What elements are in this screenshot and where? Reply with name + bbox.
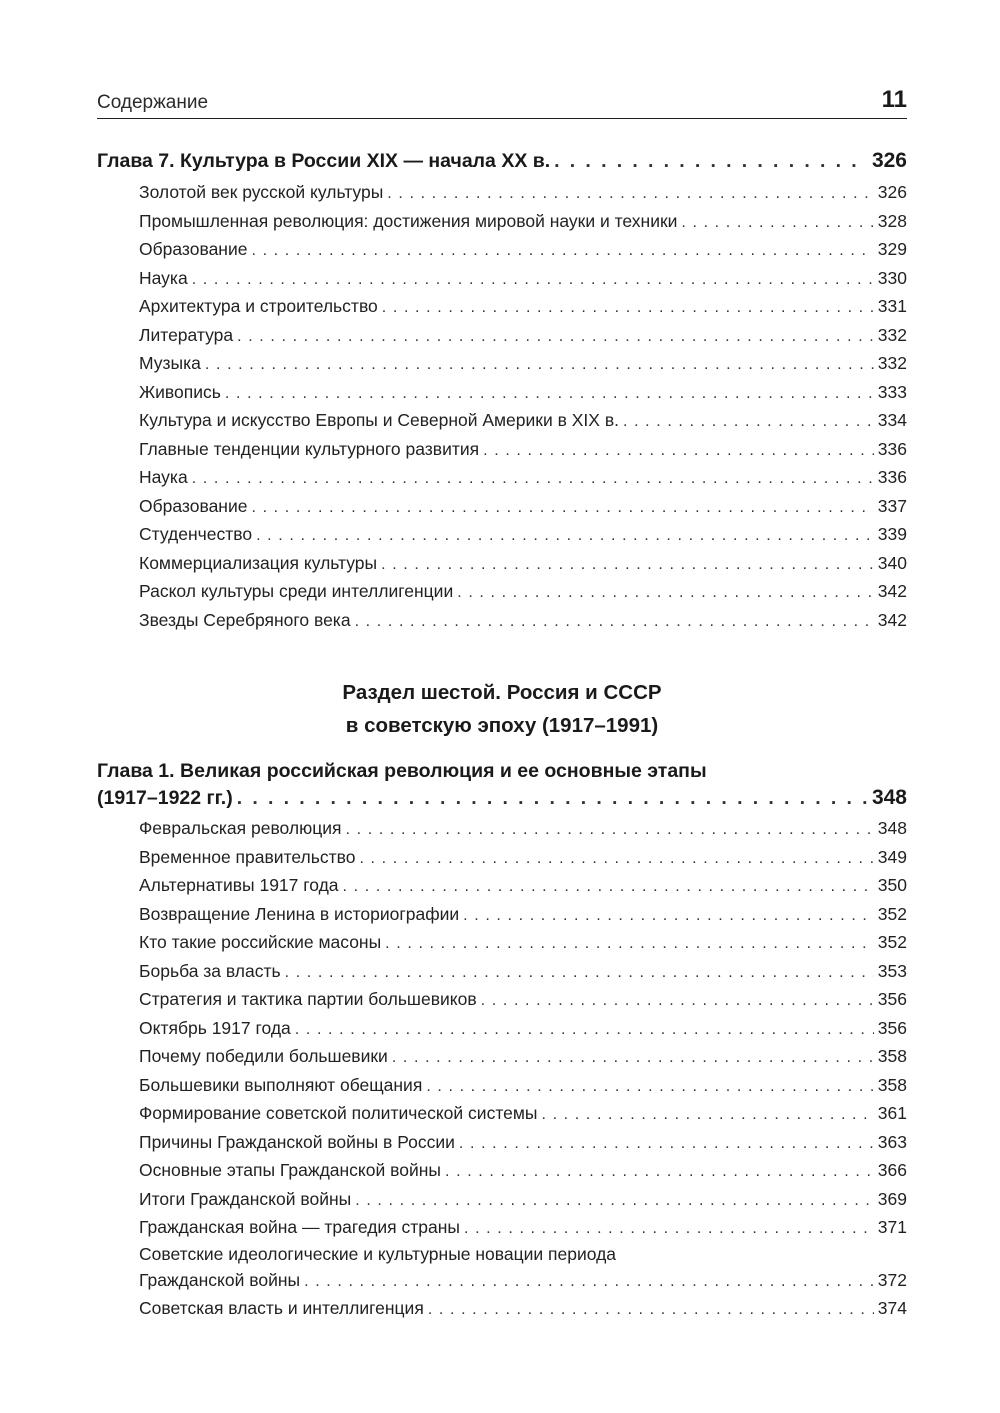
entry-page: 356: [877, 989, 907, 1009]
entry-title: Причины Гражданской войны в России: [139, 1131, 455, 1152]
entry-title: Промышленная революция: достижения мировой науки и техники: [139, 210, 678, 231]
entry-title: Временное правительство: [139, 846, 356, 867]
entry-page: 332: [877, 353, 907, 373]
dot-leader: [343, 873, 874, 902]
entry-title: Образование: [139, 495, 248, 516]
entry-title: Звезды Серебряного века: [139, 609, 351, 630]
dot-leader: [463, 902, 874, 931]
dot-leader: [381, 551, 874, 580]
dot-leader: [285, 959, 874, 988]
entry-page: 353: [877, 960, 907, 981]
entry-page: 328: [877, 210, 907, 231]
toc-entry[interactable]: [97, 178, 907, 207]
toc-entry[interactable]: [97, 1156, 907, 1185]
entry-page: 337: [877, 495, 907, 516]
entry-title: Кто такие российские масоны: [139, 932, 382, 952]
dot-leader: [426, 1073, 873, 1102]
entry-title: Основные этапы Гражданской войны: [139, 1160, 442, 1180]
entry-title: Золотой век русской культуры: [139, 182, 384, 202]
toc-entry[interactable]: [97, 577, 907, 606]
dot-leader: [355, 608, 874, 637]
dot-leader: [304, 1268, 874, 1296]
dot-leader: [542, 1101, 874, 1130]
toc-entry[interactable]: [97, 549, 907, 578]
dot-leader: [256, 522, 874, 551]
section-title-line1: Раздел шестой. Россия и СССР: [342, 681, 662, 704]
entry-page: 352: [877, 932, 907, 952]
entry-page: 331: [877, 296, 907, 316]
entry-page: 329: [877, 239, 907, 259]
chapter-title-line2: (1917–1922 гг.): [97, 787, 233, 809]
toc-entry[interactable]: [97, 1071, 907, 1100]
entry-page: 336: [877, 467, 907, 487]
entry-page: 340: [877, 552, 907, 573]
toc-entry[interactable]: [97, 378, 907, 407]
toc-entry[interactable]: [97, 1213, 907, 1242]
entry-title: Стратегия и тактика партии большевиков: [139, 989, 477, 1009]
dot-leader: [387, 180, 874, 209]
toc-entry[interactable]: [97, 321, 907, 350]
entry-page: 369: [877, 1188, 907, 1209]
dot-leader: [681, 209, 873, 238]
section-title-line2: в советскую эпоху (1917–1991): [345, 714, 659, 737]
dot-leader: [392, 1044, 874, 1073]
entry-page: 330: [877, 267, 907, 288]
toc-entry[interactable]: [97, 349, 907, 378]
entry-title: Февральская революция: [139, 818, 342, 838]
entry-page: 333: [877, 381, 907, 402]
entry-page: 356: [877, 1017, 907, 1038]
entry-title: Большевики выполняют обещания: [139, 1074, 423, 1095]
entry-page: 349: [877, 846, 907, 867]
dot-leader: [355, 1187, 874, 1216]
header-rule: [97, 118, 907, 119]
toc-entry[interactable]: [97, 871, 907, 900]
toc-entry[interactable]: [97, 1128, 907, 1157]
dot-leader: [237, 784, 868, 812]
toc-entry[interactable]: [97, 957, 907, 986]
chapter-heading[interactable]: [97, 758, 907, 812]
chapter-page: 348: [871, 786, 907, 809]
entry-title-line2: Гражданской войны: [139, 1269, 301, 1290]
dot-leader: [445, 1158, 874, 1187]
entry-title: Студенчество: [139, 524, 253, 544]
toc-entry[interactable]: [97, 1242, 907, 1294]
dot-leader: [295, 1016, 874, 1045]
dot-leader: [385, 930, 874, 959]
dot-leader: [205, 351, 874, 380]
toc-entry[interactable]: [97, 1042, 907, 1071]
entry-page: 358: [877, 1074, 907, 1095]
toc-entry[interactable]: [97, 292, 907, 321]
toc-entry[interactable]: [97, 463, 907, 492]
dot-leader: [483, 437, 874, 466]
toc-entry[interactable]: [97, 985, 907, 1014]
dot-leader: [237, 323, 874, 352]
entry-title: Главные тенденции культурного развития: [139, 438, 480, 459]
toc-entry[interactable]: [97, 520, 907, 549]
dot-leader: [192, 266, 874, 295]
entry-title: Раскол культуры среди интеллигенции: [139, 581, 454, 601]
entry-title: Наука: [139, 267, 188, 288]
entry-page: 339: [877, 524, 907, 544]
dot-leader: [554, 146, 868, 176]
entry-title: Живопись: [139, 381, 221, 402]
dot-leader: [192, 465, 874, 494]
entry-title: Возвращение Ленина в историографии: [139, 903, 460, 924]
entry-title: Альтернативы 1917 года: [139, 875, 339, 895]
entry-title: Октябрь 1917 года: [139, 1017, 291, 1038]
entry-page: 352: [877, 903, 907, 924]
entry-title: Музыка: [139, 353, 201, 373]
toc-entry[interactable]: [97, 435, 907, 464]
dot-leader: [346, 816, 874, 845]
entry-page: 374: [877, 1297, 907, 1318]
entry-title: Гражданская война — трагедия страны: [139, 1217, 460, 1237]
toc-entry[interactable]: [97, 1014, 907, 1043]
chapter-title: Глава 7. Культура в России XIX — начала XX в.: [97, 150, 551, 172]
entry-page: 363: [877, 1131, 907, 1152]
entry-title: Литература: [139, 324, 234, 345]
toc-entry[interactable]: [97, 235, 907, 264]
entry-page: 342: [877, 581, 907, 601]
toc-entry[interactable]: [97, 1185, 907, 1214]
toc-entry[interactable]: [97, 406, 907, 435]
toc-entry[interactable]: [97, 928, 907, 957]
dot-leader: [623, 408, 874, 437]
entry-page: 361: [877, 1103, 907, 1123]
entry-page: 336: [877, 438, 907, 459]
dot-leader: [428, 1296, 874, 1325]
toc-entry[interactable]: [97, 814, 907, 843]
chapter-heading[interactable]: [97, 146, 907, 176]
toc-entry[interactable]: [97, 1294, 907, 1323]
page-number: 11: [881, 86, 907, 113]
toc-entry[interactable]: [97, 900, 907, 929]
entry-title: Борьба за власть: [139, 960, 281, 981]
toc-entry[interactable]: [97, 264, 907, 293]
entry-title: Итоги Гражданской войны: [139, 1188, 352, 1209]
entry-title: Коммерциализация культуры: [139, 552, 378, 573]
dot-leader: [382, 294, 874, 323]
dot-leader: [251, 494, 873, 523]
section-title: [97, 676, 907, 742]
entry-page: 332: [877, 324, 907, 345]
entry-page: 342: [877, 609, 907, 630]
toc-entry[interactable]: [97, 1099, 907, 1128]
dot-leader: [457, 579, 874, 608]
entry-title: Почему победили большевики: [139, 1046, 388, 1066]
toc-entry[interactable]: [97, 492, 907, 521]
entry-page: 334: [877, 410, 907, 430]
toc-entry[interactable]: [97, 207, 907, 236]
chapter-1-block: [97, 758, 907, 1322]
entry-title: Советская власть и интеллигенция: [139, 1297, 424, 1318]
entry-page: 366: [877, 1160, 907, 1180]
entry-title: Образование: [139, 239, 248, 259]
running-head: [97, 84, 907, 114]
entry-page: 348: [877, 818, 907, 838]
entry-title: Формирование советской политической системы: [139, 1103, 538, 1123]
dot-leader: [225, 380, 874, 409]
dot-leader: [359, 845, 873, 874]
running-title: Содержание: [97, 92, 209, 113]
dot-leader: [459, 1130, 874, 1159]
entry-page: 371: [877, 1217, 907, 1237]
dot-leader: [464, 1215, 874, 1244]
dot-leader: [251, 237, 873, 266]
entry-page: 358: [877, 1046, 907, 1066]
entry-title-line1: Советские идеологические и культурные новации периода: [139, 1243, 617, 1264]
entry-page: 326: [877, 182, 907, 202]
dot-leader: [481, 987, 874, 1016]
chapter-7-block: [97, 146, 907, 634]
entry-page: 372: [877, 1269, 907, 1290]
chapter-page: 326: [871, 149, 907, 172]
chapter-title-line1: Глава 1. Великая российская революция и ее основные этапы: [97, 760, 707, 782]
entry-title: Культура и искусство Европы и Северной Америки в XIX в.: [139, 410, 619, 430]
toc-entry[interactable]: [97, 606, 907, 635]
entry-title: Наука: [139, 467, 188, 487]
entry-title: Архитектура и строительство: [139, 296, 378, 316]
entry-page: 350: [877, 875, 907, 895]
toc-entry[interactable]: [97, 843, 907, 872]
